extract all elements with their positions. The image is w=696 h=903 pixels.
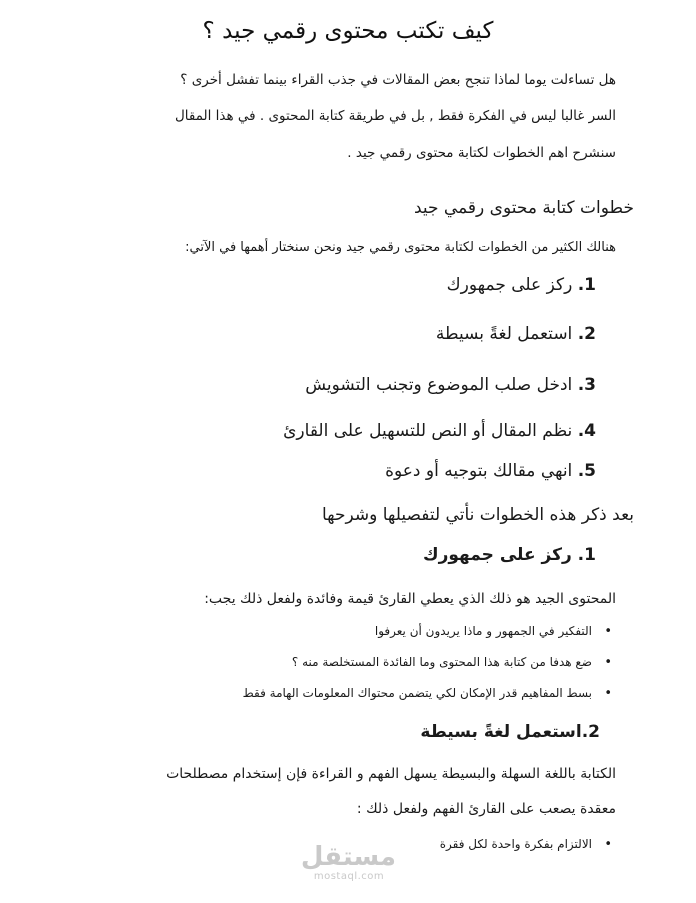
section-2-paragraph: الكتابة باللغة السهلة والبسيطة يسهل الفهم و القراءة فإن إستخدام مصطلحات	[166, 766, 616, 782]
watermark-logo: مستقل	[300, 842, 396, 872]
steps-intro: هنالك الكثير من الخطوات لكتابة محتوى رقمي جيد ونحن سنختار أهمها في الآتي:	[185, 240, 616, 255]
step-number: 2.	[577, 324, 596, 344]
step-item	[0, 375, 596, 395]
step-text: استعمل لغةً بسيطة	[435, 324, 573, 344]
section-1-paragraph: المحتوى الجيد هو ذلك الذي يعطي القارئ قيمة وفائدة ولفعل ذلك يجب:	[204, 591, 616, 607]
bullet-item: • ضع هدفا من كتابة هذا المحتوى وما الفائدة المستخلصة منه ؟	[0, 655, 592, 669]
article-title: كيف تكتب محتوى رقمي جيد ؟	[202, 18, 494, 44]
after-steps-text: بعد ذكر هذه الخطوات نأتي لتفصيلها وشرحها	[321, 505, 634, 525]
steps-heading: خطوات كتابة محتوى رقمي جيد	[413, 198, 634, 218]
bullet-item: • التفكير في الجمهور و ماذا يريدون أن يعرفوا	[0, 624, 592, 638]
step-item	[0, 324, 596, 344]
watermark-url: mostaql.com	[313, 871, 385, 882]
section-2-heading: 2.استعمل لغةً بسيطة	[420, 722, 600, 742]
step-text: انهي مقالك بتوجيه أو دعوة	[385, 461, 573, 481]
intro-line: السر غالبا ليس في الفكرة فقط , بل في طريقة كتابة المحتوى . في هذا المقال	[174, 108, 616, 124]
step-text: نظم المقال أو النص للتسهيل على القارئ	[283, 421, 573, 441]
bullet-item: • الالتزام بفكرة واحدة لكل فقرة	[0, 837, 592, 851]
step-text: ركز على جمهورك	[446, 275, 573, 295]
step-item	[0, 275, 596, 295]
section-1-heading: 1. ركز على جمهورك	[423, 545, 596, 565]
intro-line: سنشرح اهم الخطوات لكتابة محتوى رقمي جيد .	[347, 145, 616, 161]
step-number: 4.	[577, 421, 596, 441]
mostaql-watermark	[302, 843, 396, 882]
step-item	[0, 421, 596, 441]
step-item	[0, 461, 596, 481]
step-number: 5.	[577, 461, 596, 481]
step-number: 3.	[577, 375, 596, 395]
step-text: ادخل صلب الموضوع وتجنب التشويش	[305, 375, 573, 395]
section-2-paragraph: معقدة يصعب على القارئ الفهم ولفعل ذلك :	[356, 801, 616, 817]
step-number: 1.	[577, 275, 596, 295]
bullet-item: • بسط المفاهيم قدر الإمكان لكي يتضمن محتواك المعلومات الهامة فقط	[0, 686, 592, 700]
intro-line: هل تساءلت يوما لماذا تنجح بعض المقالات في جذب القراء بينما تفشل أخرى ؟	[180, 72, 616, 88]
